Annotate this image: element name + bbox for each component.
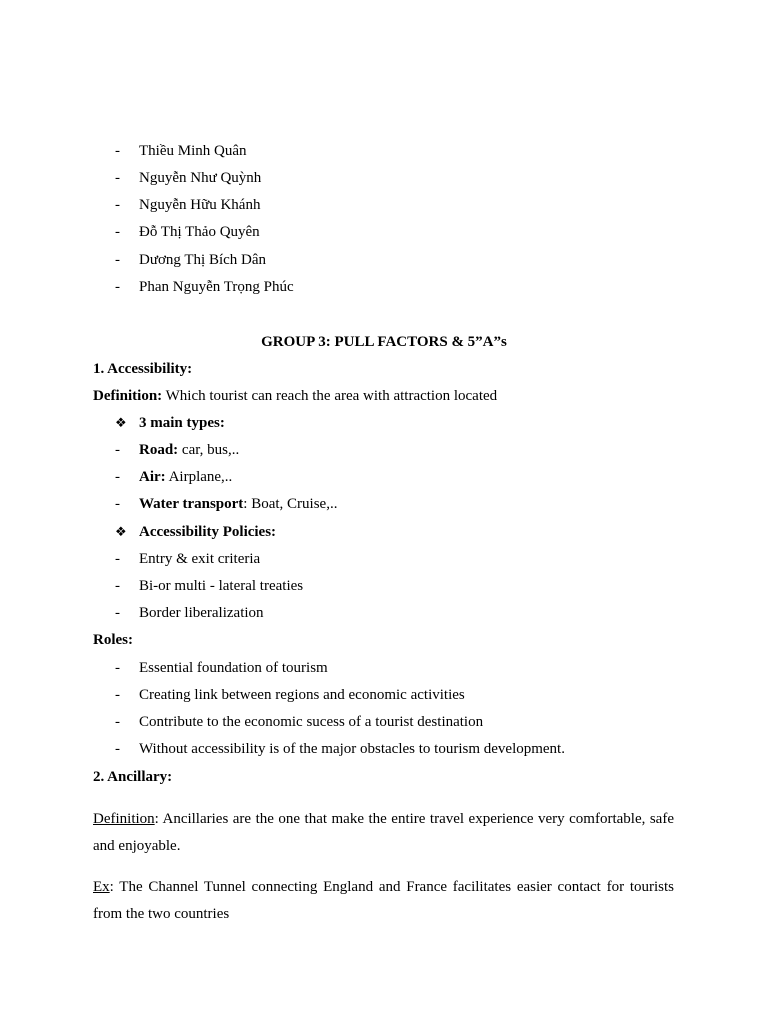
member-name: Đỗ Thị Thảo Quyên [139,224,260,240]
dash-bullet: - [115,551,120,567]
member-name: Nguyễn Như Quỳnh [139,170,262,186]
type-label: Road: [139,442,179,458]
type-text: car, bus,.. [178,442,240,458]
diamond-bullet-icon: ❖ [115,415,127,430]
dash-bullet: - [115,279,120,295]
dash-bullet: - [115,714,120,730]
type-label: Air: [139,469,166,485]
member-name: Dương Thị Bích Dân [139,252,267,268]
ancillary-definition [93,806,674,860]
dash-bullet: - [115,224,120,240]
definition-text: Which tourist can reach the area with attraction located [162,388,498,404]
dash-bullet: - [115,496,120,512]
type-label: Water transport [139,496,244,512]
diamond-bullet-icon: ❖ [115,524,127,539]
dash-bullet: - [115,143,120,159]
member-name: Thiều Minh Quân [139,143,247,159]
example-label: Ex [93,879,110,895]
dash-bullet: - [115,660,120,676]
role-text: Creating link between regions and economic activities [139,687,465,703]
member-name: Nguyễn Hữu Khánh [139,197,261,213]
policy-text: Bi-or multi - lateral treaties [139,578,304,594]
definition-label: Definition [93,811,155,827]
ancillary-example [93,874,674,928]
dash-bullet: - [115,741,120,757]
dash-bullet: - [115,442,120,458]
role-text: Essential foundation of tourism [139,660,328,676]
member-name: Phan Nguyễn Trọng Phúc [139,279,294,295]
heading-text: GROUP 3: PULL FACTORS & 5”A”s [261,334,507,350]
role-text: Contribute to the economic sucess of a tourist destination [139,714,484,730]
dash-bullet: - [115,170,120,186]
definition-text: : Ancillaries are the one that make the entire travel experience very comfortable, safe and enjoyable. [93,811,674,854]
dash-bullet: - [115,605,120,621]
section-title-accessibility: 1. Accessibility: [93,361,193,377]
policies-title: Accessibility Policies: [139,524,277,540]
policy-text: Entry & exit criteria [139,551,261,567]
definition-label: Definition: [93,388,163,404]
example-text: : The Channel Tunnel connecting England and France facilitates easier contact for tourists from the two countries [93,879,674,922]
page-heading [0,333,768,351]
dash-bullet: - [115,197,120,213]
dash-bullet: - [115,578,120,594]
dash-bullet: - [115,687,120,703]
role-text: Without accessibility is of the major obstacles to tourism development. [139,741,565,757]
section-title-ancillary: 2. Ancillary: [93,769,173,785]
types-title: 3 main types: [139,415,225,431]
type-text: Airplane,.. [165,469,233,485]
dash-bullet: - [115,469,120,485]
dash-bullet: - [115,252,120,268]
roles-heading: Roles: [93,632,133,648]
accessibility-definition [93,387,497,405]
type-text: : Boat, Cruise,.. [243,496,338,512]
policy-text: Border liberalization [139,605,264,621]
